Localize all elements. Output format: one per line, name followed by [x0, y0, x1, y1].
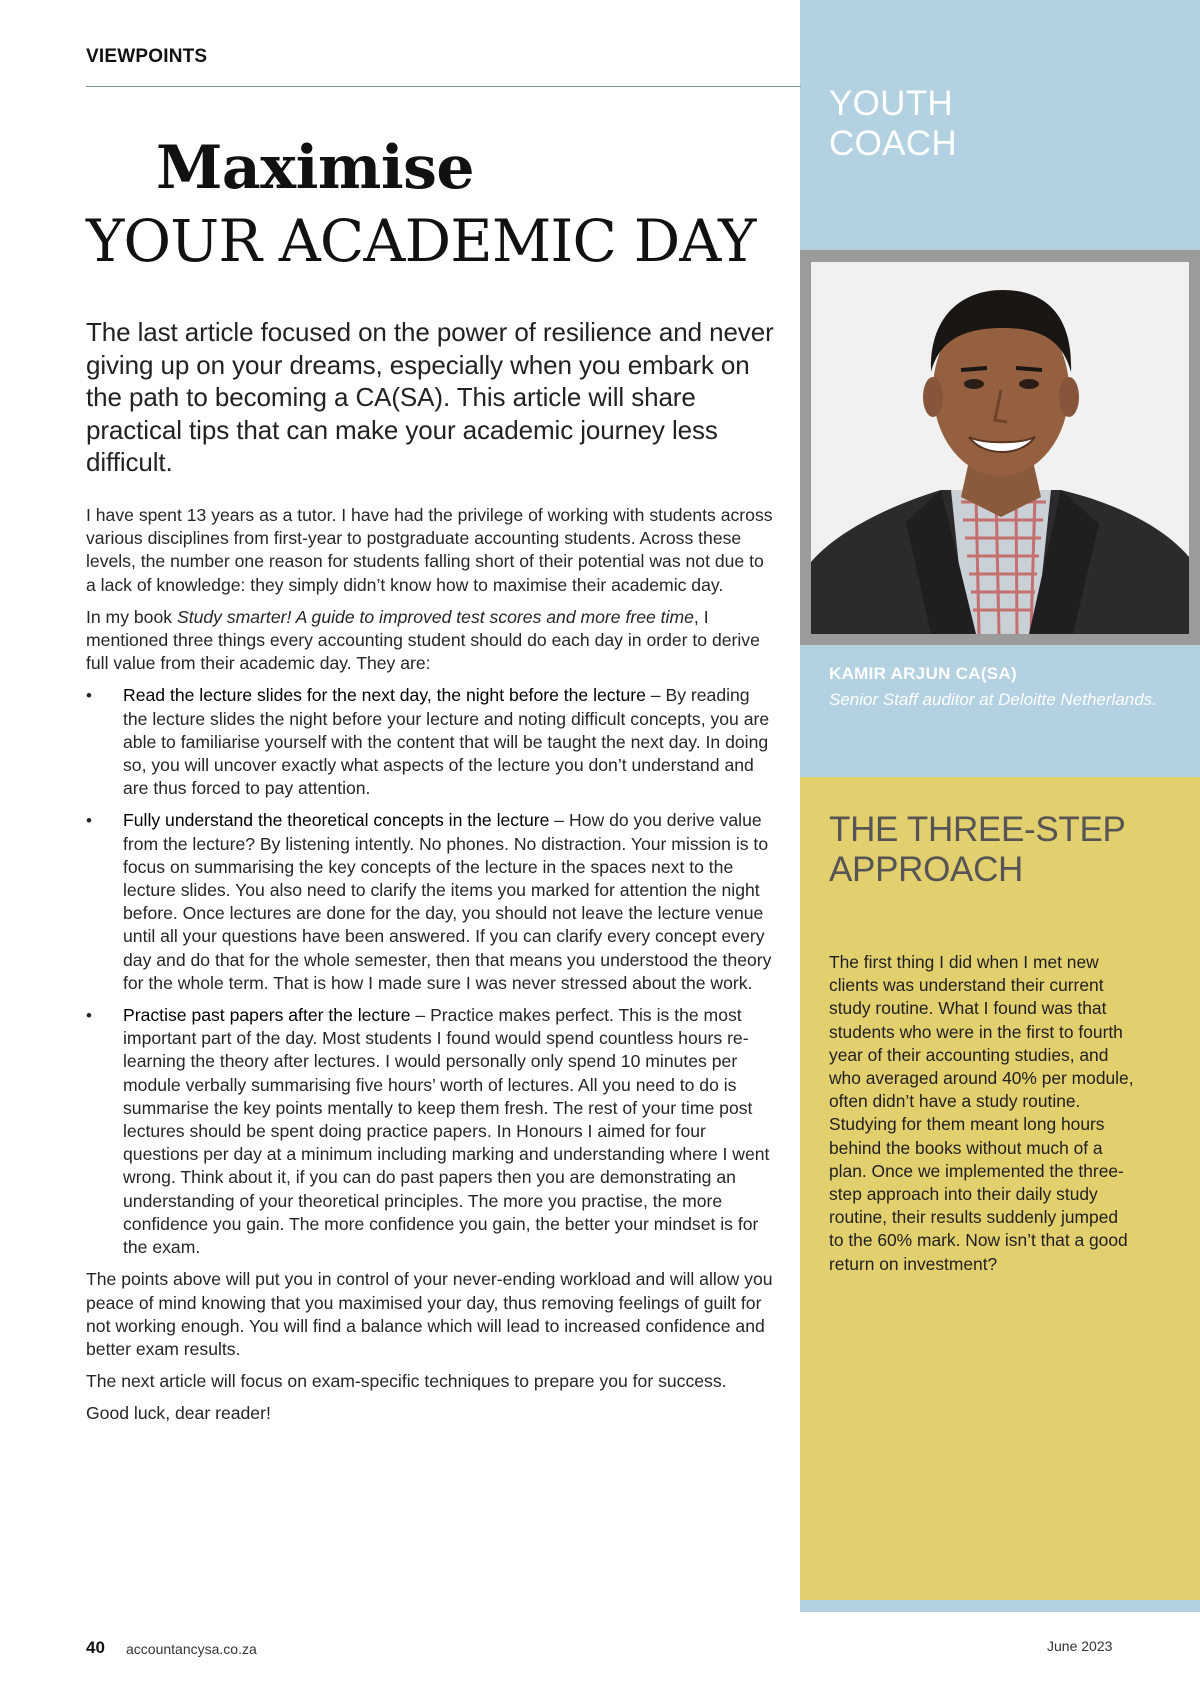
- body-paragraph: The next article will focus on exam-specific techniques to prepare you for success.: [86, 1371, 727, 1392]
- list-item: [86, 809, 774, 995]
- author-role: Senior Staff auditor at Deloitte Netherlands.: [829, 690, 1157, 709]
- sidebar-bottom-strip: [800, 1600, 1200, 1612]
- page-number: 40: [86, 1638, 105, 1657]
- bullet-icon: •: [86, 1006, 92, 1026]
- sign-off: Good luck, dear reader!: [86, 1403, 271, 1424]
- body-paragraph: I have spent 13 years as a tutor. I have had the privilege of working with students across various disciplines from first-year to postgraduate accounting students. Across these levels, the number one reason for students falling short of their potential was not due to a lack of knowledge: they simply didn’t know how to maximise their academic day.: [86, 505, 773, 595]
- issue-date: June 2023: [1047, 1638, 1113, 1654]
- bullet-icon: •: [86, 811, 92, 831]
- tip-lead: Practise past papers after the lecture: [123, 1005, 411, 1026]
- article-intro: The last article focused on the power of resilience and never giving up on your dreams, especially when you embark on the path to becoming a CA(SA). This article will share practical tips that can make your academic journey less difficult.: [86, 317, 774, 477]
- article-title-line2: YOUR ACADEMIC DAY: [86, 207, 756, 275]
- book-title: Study smarter! A guide to improved test scores and more free time: [176, 606, 694, 627]
- list-item: [86, 684, 774, 800]
- bullet-icon: •: [86, 686, 92, 706]
- tip-lead: Read the lecture slides for the next day, the night before the lecture: [123, 685, 646, 706]
- body-paragraph-book-mention: In my book Study smarter! A guide to improved test scores and more free time, I mentioned three things every accounting student should do each day in order to derive full value from their academic day. They are:: [86, 606, 760, 674]
- tips-list: [86, 684, 774, 1259]
- box-heading: THE THREE-STEP APPROACH: [829, 810, 1126, 889]
- body-paragraph: The points above will put you in control of your never-ending workload and will allow you peace of mind knowing that you maximised your day, thus removing feelings of guilt for not working enough. You will find a balance which will lead to increased confidence and better exam results.: [86, 1269, 773, 1359]
- article-body: [86, 504, 774, 1435]
- box-text: The first thing I did when I met new clients was understand their current study routine. What I found was that students who were in the first to fourth year of their accounting studies, and who averaged around 40% per module, often didn’t have a study routine. Studying for them meant long hours behind the books without much of a plan. Once we implemented the three-step approach into their daily study routine, their results suddenly jumped to the 60% mark. Now isn’t that a good return on investment?: [829, 952, 1134, 1274]
- author-photo: [811, 262, 1189, 634]
- website-link[interactable]: accountancysa.co.za: [126, 1641, 257, 1657]
- author-name: KAMIR ARJUN CA(SA): [829, 664, 1017, 683]
- tip-text: – Practice makes perfect. This is the most important part of the day. Most students I found would spend countless hours re-learning the theory after lectures. I would personally only spend 10 minutes per module verbally summarising five hours’ worth of lectures. All you need to do is summarise the key points mentally to keep them fresh. The rest of your time post lectures should be spent doing practice papers. In Honours I aimed for four questions per day at a minimum including marking and understanding where I went wrong. Think about it, if you can do past papers then you are demonstrating an understanding of your theoretical principles. The more you practise, the more confidence you gain. The more confidence you gain, the better your mindset is for the exam.: [123, 1005, 770, 1258]
- tip-text: – How do you derive value from the lecture? By listening intently. No phones. No distraction. Your mission is to focus on summarising the key concepts of the lecture in the spaces next to the lecture slides. You also need to clarify the items you marked for attention the night before. Once lectures are done for the day, you should not leave the lecture venue until all your questions have been answered. If you can clarify every concept every day and do that for the whole semester, then that means you understood the theory for the whole term. That is how I made sure I was never stressed about the work.: [123, 810, 772, 993]
- portrait-illustration: [811, 262, 1189, 634]
- tip-text: – By reading the lecture slides the night before your lecture and noting difficult concepts, you are able to familiarise yourself with the content that will be taught the next day. In doing so, you will uncover exactly what aspects of the lecture you don’t understand and are thus forced to pay attention.: [123, 685, 770, 799]
- section-divider: [86, 86, 801, 87]
- article-title-line1: Maximise: [156, 133, 475, 203]
- column-title: YOUTH COACH: [829, 84, 957, 163]
- section-label: VIEWPOINTS: [86, 46, 208, 67]
- tip-lead: Fully understand the theoretical concepts in the lecture: [123, 810, 550, 831]
- list-item: [86, 1004, 774, 1259]
